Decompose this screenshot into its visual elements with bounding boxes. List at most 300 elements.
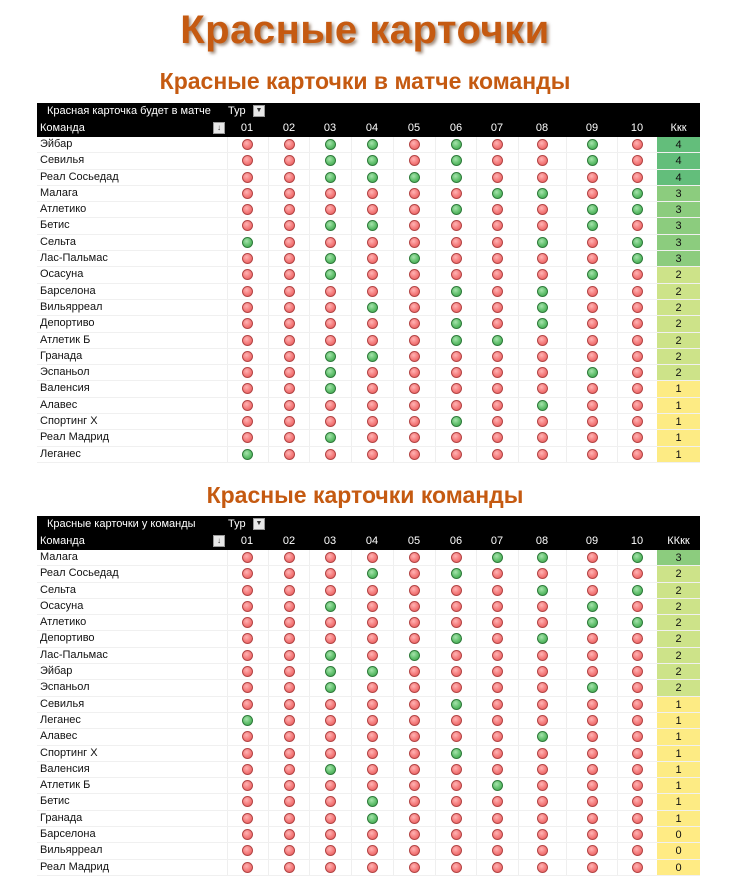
green-circle-icon	[537, 585, 548, 596]
column-divider	[393, 398, 394, 413]
red-circle-icon	[587, 172, 598, 183]
table-row	[37, 762, 700, 778]
red-circle-icon	[409, 237, 420, 248]
sort-descending-icon[interactable]: ↓	[213, 535, 225, 547]
total-column-header: Ккк	[670, 122, 687, 134]
column-divider	[566, 566, 567, 581]
red-circle-icon	[587, 383, 598, 394]
red-circle-icon	[367, 862, 378, 873]
red-circle-icon	[409, 204, 420, 215]
table-row	[37, 680, 700, 696]
total-cell: 2	[657, 615, 700, 630]
red-circle-icon	[409, 715, 420, 726]
column-divider	[351, 284, 352, 299]
round-header-07[interactable]: 07	[490, 535, 504, 547]
column-divider	[476, 137, 477, 152]
column-divider	[566, 860, 567, 875]
column-divider	[476, 284, 477, 299]
red-circle-icon	[367, 432, 378, 443]
red-circle-icon	[587, 253, 598, 264]
column-divider	[268, 300, 269, 315]
team-name: Гранада	[40, 349, 83, 362]
column-divider	[617, 615, 618, 630]
column-divider	[393, 170, 394, 185]
column-divider	[566, 811, 567, 826]
total-cell: 3	[657, 186, 700, 201]
red-circle-icon	[451, 829, 462, 840]
red-circle-icon	[451, 601, 462, 612]
red-circle-icon	[242, 813, 253, 824]
team-name: Депортиво	[40, 317, 95, 330]
red-circle-icon	[587, 862, 598, 873]
table-row	[37, 648, 700, 664]
red-circle-icon	[632, 335, 643, 346]
green-circle-icon	[537, 318, 548, 329]
red-circle-icon	[242, 552, 253, 563]
column-divider	[435, 398, 436, 413]
red-circle-icon	[367, 400, 378, 411]
red-circle-icon	[587, 432, 598, 443]
round-header-09[interactable]: 09	[585, 535, 599, 547]
column-divider	[393, 778, 394, 793]
team-name: Депортиво	[40, 632, 95, 645]
red-circle-icon	[492, 318, 503, 329]
table-row	[37, 398, 700, 414]
red-circle-icon	[492, 845, 503, 856]
red-circle-icon	[537, 269, 548, 280]
red-circle-icon	[325, 796, 336, 807]
round-header-10[interactable]: 10	[630, 535, 644, 547]
red-circle-icon	[632, 351, 643, 362]
column-divider	[518, 680, 519, 695]
red-circle-icon	[325, 585, 336, 596]
column-divider	[476, 300, 477, 315]
column-divider	[518, 186, 519, 201]
column-divider	[227, 333, 228, 348]
team-column-header: Команда	[40, 122, 85, 134]
red-circle-icon	[242, 286, 253, 297]
round-filter-dropdown-icon[interactable]: ▼	[253, 518, 265, 530]
column-divider	[518, 762, 519, 777]
column-divider	[566, 202, 567, 217]
red-circle-icon	[409, 269, 420, 280]
column-divider	[351, 186, 352, 201]
table-row	[37, 267, 700, 283]
red-circle-icon	[632, 318, 643, 329]
round-header-06[interactable]: 06	[449, 535, 463, 547]
red-circle-icon	[284, 269, 295, 280]
round-filter-dropdown-icon[interactable]: ▼	[253, 105, 265, 117]
round-header-04[interactable]: 04	[365, 535, 379, 547]
total-cell: 1	[657, 794, 700, 809]
column-divider	[268, 794, 269, 809]
table-row	[37, 664, 700, 680]
red-circle-icon	[409, 796, 420, 807]
red-circle-icon	[409, 383, 420, 394]
round-header-05[interactable]: 05	[407, 122, 421, 134]
red-circle-icon	[367, 416, 378, 427]
red-circle-icon	[242, 155, 253, 166]
column-divider	[268, 713, 269, 728]
column-divider	[351, 430, 352, 445]
table-row	[37, 218, 700, 234]
green-circle-icon	[451, 335, 462, 346]
red-circle-icon	[242, 335, 253, 346]
total-cell: 2	[657, 583, 700, 598]
total-cell: 2	[657, 680, 700, 695]
team-name: Атлетико	[40, 616, 87, 629]
red-circle-icon	[537, 383, 548, 394]
column-divider	[227, 365, 228, 380]
column-divider	[476, 729, 477, 744]
column-divider	[351, 235, 352, 250]
red-circle-icon	[632, 650, 643, 661]
column-divider	[435, 827, 436, 842]
red-circle-icon	[409, 633, 420, 644]
red-circle-icon	[587, 764, 598, 775]
green-circle-icon	[367, 351, 378, 362]
red-circle-icon	[325, 188, 336, 199]
red-circle-icon	[492, 253, 503, 264]
red-circle-icon	[537, 204, 548, 215]
round-header-05[interactable]: 05	[407, 535, 421, 547]
red-circle-icon	[492, 699, 503, 710]
column-divider	[435, 778, 436, 793]
column-divider	[227, 170, 228, 185]
red-circle-icon	[284, 617, 295, 628]
red-circle-icon	[451, 780, 462, 791]
red-circle-icon	[242, 682, 253, 693]
table-row	[37, 713, 700, 729]
column-divider	[268, 251, 269, 266]
red-circle-icon	[284, 204, 295, 215]
red-circle-icon	[537, 862, 548, 873]
round-header-07[interactable]: 07	[490, 122, 504, 134]
column-divider	[227, 762, 228, 777]
total-cell: 1	[657, 778, 700, 793]
column-divider	[518, 631, 519, 646]
column-divider	[393, 284, 394, 299]
column-divider	[393, 762, 394, 777]
team-name: Гранада	[40, 811, 83, 824]
column-divider	[351, 349, 352, 364]
team-name: Спортинг Х	[40, 415, 98, 428]
red-circle-icon	[367, 845, 378, 856]
red-circle-icon	[367, 682, 378, 693]
red-circle-icon	[242, 862, 253, 873]
column-divider	[566, 170, 567, 185]
red-circle-icon	[284, 449, 295, 460]
column-divider	[227, 153, 228, 168]
column-divider	[309, 170, 310, 185]
column-divider	[309, 860, 310, 875]
round-header-03[interactable]: 03	[323, 122, 337, 134]
column-divider	[435, 202, 436, 217]
red-circle-icon	[492, 286, 503, 297]
total-cell: 2	[657, 664, 700, 679]
red-circle-icon	[451, 682, 462, 693]
column-divider	[227, 284, 228, 299]
red-circle-icon	[587, 351, 598, 362]
red-circle-icon	[409, 318, 420, 329]
column-divider	[268, 284, 269, 299]
team-name: Реал Сосьедад	[40, 170, 119, 183]
team-name: Спортинг Х	[40, 746, 98, 759]
column-divider	[268, 550, 269, 565]
team-name: Леганес	[40, 713, 81, 726]
round-header-10[interactable]: 10	[630, 122, 644, 134]
red-circle-icon	[242, 253, 253, 264]
red-circle-icon	[632, 829, 643, 840]
column-divider	[518, 615, 519, 630]
red-circle-icon	[492, 432, 503, 443]
column-divider	[617, 251, 618, 266]
team-name: Бетис	[40, 219, 70, 232]
column-divider	[518, 300, 519, 315]
sort-descending-icon[interactable]: ↓	[213, 122, 225, 134]
team-name: Реал Мадрид	[40, 431, 110, 444]
team-name: Барселона	[40, 828, 96, 841]
round-header-08[interactable]: 08	[535, 122, 549, 134]
red-circle-icon	[587, 666, 598, 677]
red-circle-icon	[632, 780, 643, 791]
red-circle-icon	[325, 302, 336, 313]
green-circle-icon	[537, 400, 548, 411]
column-divider	[566, 316, 567, 331]
total-cell: 1	[657, 762, 700, 777]
column-divider	[435, 447, 436, 462]
column-divider	[476, 860, 477, 875]
red-circle-icon	[325, 699, 336, 710]
round-header-02[interactable]: 02	[282, 535, 296, 547]
round-header-06[interactable]: 06	[449, 122, 463, 134]
red-circle-icon	[242, 188, 253, 199]
column-divider	[476, 333, 477, 348]
red-circle-icon	[284, 699, 295, 710]
column-divider	[393, 664, 394, 679]
column-divider	[227, 843, 228, 858]
red-circle-icon	[632, 764, 643, 775]
red-circle-icon	[451, 383, 462, 394]
round-header-08[interactable]: 08	[535, 535, 549, 547]
column-divider	[309, 615, 310, 630]
column-divider	[435, 680, 436, 695]
round-header-03[interactable]: 03	[323, 535, 337, 547]
team-name: Лас-Пальмас	[40, 648, 108, 661]
red-circle-icon	[284, 400, 295, 411]
red-circle-icon	[325, 552, 336, 563]
green-circle-icon	[451, 172, 462, 183]
column-divider	[268, 153, 269, 168]
column-divider	[309, 648, 310, 663]
column-divider	[351, 583, 352, 598]
red-circle-icon	[587, 715, 598, 726]
column-divider	[476, 430, 477, 445]
column-divider	[309, 414, 310, 429]
total-cell: 0	[657, 860, 700, 875]
total-cell: 2	[657, 284, 700, 299]
table-row	[37, 729, 700, 745]
total-cell: 1	[657, 447, 700, 462]
column-divider	[566, 137, 567, 152]
red-circle-icon	[325, 318, 336, 329]
column-divider	[617, 447, 618, 462]
filter-label: Красная карточка будет в матче	[47, 105, 211, 117]
column-divider	[518, 583, 519, 598]
red-circle-icon	[284, 286, 295, 297]
column-divider	[309, 284, 310, 299]
red-circle-icon	[632, 383, 643, 394]
green-circle-icon	[325, 155, 336, 166]
red-circle-icon	[587, 552, 598, 563]
column-divider	[435, 251, 436, 266]
column-divider	[435, 729, 436, 744]
green-circle-icon	[587, 367, 598, 378]
column-divider	[268, 599, 269, 614]
red-circle-icon	[632, 139, 643, 150]
column-divider	[268, 186, 269, 201]
red-circle-icon	[537, 449, 548, 460]
column-divider	[476, 843, 477, 858]
column-divider	[351, 414, 352, 429]
table-row	[37, 202, 700, 218]
column-divider	[351, 746, 352, 761]
red-circle-icon	[284, 666, 295, 677]
column-divider	[435, 811, 436, 826]
green-circle-icon	[367, 568, 378, 579]
green-circle-icon	[367, 139, 378, 150]
total-cell: 2	[657, 631, 700, 646]
column-divider	[566, 398, 567, 413]
green-circle-icon	[325, 139, 336, 150]
total-cell: 0	[657, 827, 700, 842]
round-header-01[interactable]: 01	[240, 122, 254, 134]
column-divider	[566, 300, 567, 315]
column-divider	[518, 566, 519, 581]
green-circle-icon	[451, 318, 462, 329]
column-divider	[227, 251, 228, 266]
red-circle-icon	[325, 617, 336, 628]
green-circle-icon	[587, 601, 598, 612]
column-divider	[227, 566, 228, 581]
red-circle-icon	[242, 416, 253, 427]
green-circle-icon	[367, 220, 378, 231]
column-divider	[227, 811, 228, 826]
column-divider	[518, 365, 519, 380]
column-divider	[617, 778, 618, 793]
red-circle-icon	[632, 302, 643, 313]
team-name: Осасуна	[40, 268, 84, 281]
column-divider	[227, 398, 228, 413]
red-circle-icon	[587, 699, 598, 710]
red-circle-icon	[242, 400, 253, 411]
round-header-04[interactable]: 04	[365, 122, 379, 134]
round-header-01[interactable]: 01	[240, 535, 254, 547]
red-circle-icon	[284, 383, 295, 394]
column-divider	[518, 729, 519, 744]
red-circle-icon	[284, 155, 295, 166]
column-divider	[268, 381, 269, 396]
red-circle-icon	[537, 715, 548, 726]
red-circle-icon	[587, 188, 598, 199]
red-circle-icon	[367, 335, 378, 346]
red-circle-icon	[284, 780, 295, 791]
red-circle-icon	[632, 601, 643, 612]
red-circle-icon	[537, 601, 548, 612]
total-cell: 2	[657, 349, 700, 364]
red-circle-icon	[587, 780, 598, 791]
red-circle-icon	[284, 796, 295, 807]
red-circle-icon	[367, 253, 378, 264]
total-cell: 2	[657, 316, 700, 331]
red-circle-icon	[284, 748, 295, 759]
table-row	[37, 316, 700, 332]
column-divider	[309, 300, 310, 315]
column-divider	[393, 251, 394, 266]
table-row	[37, 843, 700, 859]
column-divider	[518, 251, 519, 266]
column-header-row	[37, 533, 700, 550]
column-divider	[393, 615, 394, 630]
column-divider	[435, 365, 436, 380]
red-circle-icon	[632, 845, 643, 856]
column-divider	[518, 430, 519, 445]
red-circle-icon	[409, 780, 420, 791]
column-divider	[435, 697, 436, 712]
team-name: Атлетико	[40, 203, 87, 216]
column-divider	[227, 599, 228, 614]
column-divider	[268, 398, 269, 413]
red-circle-icon	[492, 302, 503, 313]
green-circle-icon	[325, 269, 336, 280]
column-divider	[476, 398, 477, 413]
column-divider	[518, 414, 519, 429]
red-circle-icon	[325, 400, 336, 411]
table-row	[37, 349, 700, 365]
red-circle-icon	[325, 845, 336, 856]
green-circle-icon	[325, 650, 336, 661]
red-circle-icon	[587, 748, 598, 759]
red-circle-icon	[451, 666, 462, 677]
team-name: Барселона	[40, 284, 96, 297]
column-divider	[227, 414, 228, 429]
green-circle-icon	[451, 748, 462, 759]
red-circle-icon	[451, 845, 462, 856]
red-circle-icon	[632, 449, 643, 460]
column-divider	[435, 550, 436, 565]
red-circle-icon	[325, 237, 336, 248]
column-divider	[268, 566, 269, 581]
column-divider	[309, 316, 310, 331]
column-divider	[309, 186, 310, 201]
column-divider	[309, 664, 310, 679]
red-circle-icon	[409, 601, 420, 612]
red-circle-icon	[325, 568, 336, 579]
filter-label: Красные карточки у команды	[47, 518, 196, 530]
column-divider	[268, 365, 269, 380]
red-circle-icon	[367, 764, 378, 775]
green-circle-icon	[242, 715, 253, 726]
column-divider	[351, 333, 352, 348]
column-divider	[566, 267, 567, 282]
team-name: Алавес	[40, 730, 78, 743]
round-header-09[interactable]: 09	[585, 122, 599, 134]
red-circle-icon	[409, 748, 420, 759]
column-divider	[435, 218, 436, 233]
column-divider	[518, 860, 519, 875]
column-divider	[309, 794, 310, 809]
round-header-02[interactable]: 02	[282, 122, 296, 134]
